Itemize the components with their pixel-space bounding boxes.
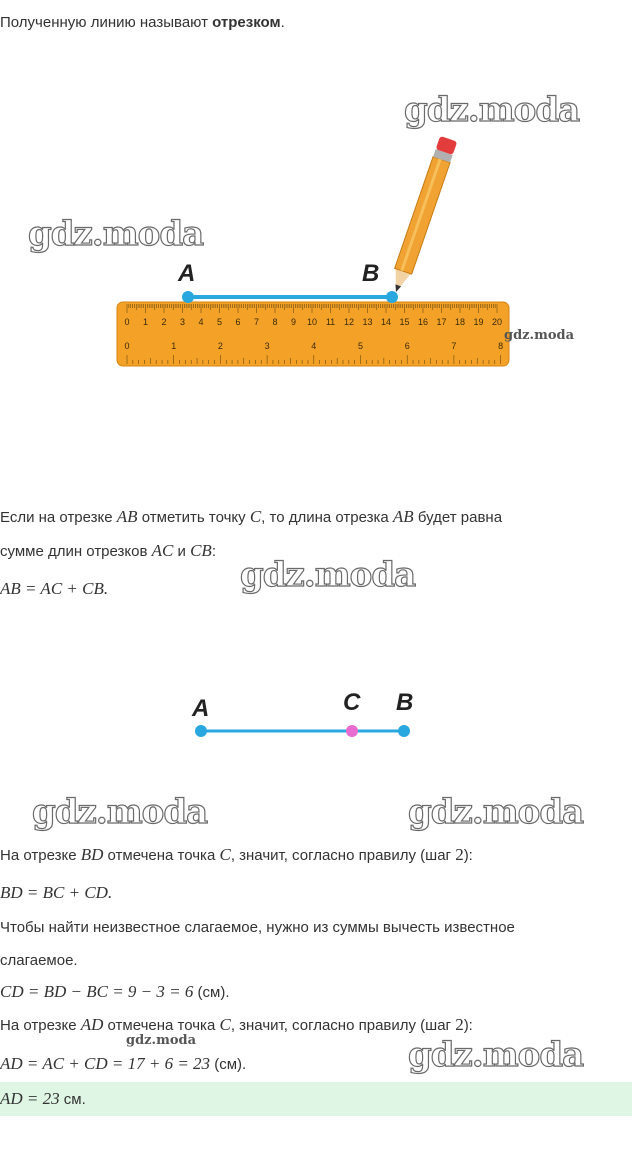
point-b [386,291,398,303]
watermark: gdz.moda [408,1035,584,1075]
watermark: gdz.moda [32,792,208,832]
watermark: gdz.moda [408,792,584,832]
answer-line: AD = 23 см. [0,1089,86,1108]
para1-line1: Если на отрезке AB отметить точку C, то длина отрезка AB будет равна [0,507,503,526]
segment-figure [180,680,430,750]
ruler-top-label: 16 [417,317,429,327]
point-c-2 [346,725,358,737]
ruler-bottom-label: 4 [311,341,317,351]
ruler-bottom-label: 2 [217,341,223,351]
watermark: gdz.moda [240,555,416,595]
ruler-bottom-label: 3 [264,341,270,351]
ruler-top-label: 12 [343,317,355,327]
watermark: gdz.moda [126,1033,197,1048]
label-a: A [178,260,196,287]
ruler-top-label: 15 [399,317,410,327]
ruler-top-label: 10 [306,317,318,327]
watermark: gdz.moda [28,214,204,254]
calc-ad: AD = AC + CD = 17 + 6 = 23 (см). [0,1054,247,1073]
intro-line: Полученную линию называют отрезком. [0,14,285,31]
intro-term: отрезком [212,14,281,31]
rule-line2: слагаемое. [0,952,78,969]
ruler-top-label: 14 [380,317,392,327]
para1-line2: сумме длин отрезков AC и CB: [0,541,216,560]
para2-line1: На отрезке BD отмечена точка C, значит, согласно правилу (шаг 2): [0,845,473,864]
intro-text: Полученную линию называют [0,14,213,31]
ruler-bottom-label: 6 [404,341,410,351]
ruler-top-label: 6 [235,317,241,327]
ruler-bottom-label: 7 [451,341,457,351]
formula-bd: BD = BC + CD. [0,883,113,902]
calc-cd: CD = BD − BC = 9 − 3 = 6 (см). [0,982,230,1001]
formula-ab: AB = AC + CB. [0,579,109,598]
para3-line1: На отрезке AD отмечена точка C, значит, согласно правилу (шаг 2): [0,1015,473,1034]
label-c-2: C [343,689,361,716]
watermark: gdz.moda [404,90,580,130]
ruler-top-label: 11 [325,317,336,327]
label-b-2: B [396,689,414,716]
ruler-top-label: 9 [290,317,297,327]
point-b-2 [398,725,410,737]
ruler-top-label: 4 [198,317,204,327]
ruler-body [117,302,509,366]
ruler-top-label: 19 [473,317,484,327]
point-a-2 [195,725,207,737]
ruler-bottom-label: 5 [357,341,364,351]
ruler-top-label: 1 [142,317,149,327]
ruler-top-label: 18 [454,317,466,327]
label-a-2: A [192,695,210,722]
ruler-bottom-label: 0 [124,341,130,351]
ruler-top-label: 2 [161,317,167,327]
pencil-icon [387,136,457,295]
point-a [182,291,194,303]
ruler-top-label: 0 [124,317,130,327]
label-b: B [362,260,380,287]
watermark: gdz.moda [504,328,575,343]
ruler-top-label: 8 [272,317,278,327]
ruler-top-label: 13 [362,317,373,327]
ruler-top-labels [124,317,502,327]
ruler-top-label: 17 [436,317,447,327]
ruler-bottom-label: 8 [498,341,504,351]
ruler-top-label: 7 [253,317,260,327]
ruler-top-label: 3 [179,317,186,327]
ruler-bottom-label: 1 [171,341,177,351]
rule-line1: Чтобы найти неизвестное слагаемое, нужно из суммы вычесть известное [0,919,515,936]
answer-box [0,1082,632,1116]
ruler-top-label: 5 [216,317,223,327]
ruler-top-label: 20 [491,317,503,327]
